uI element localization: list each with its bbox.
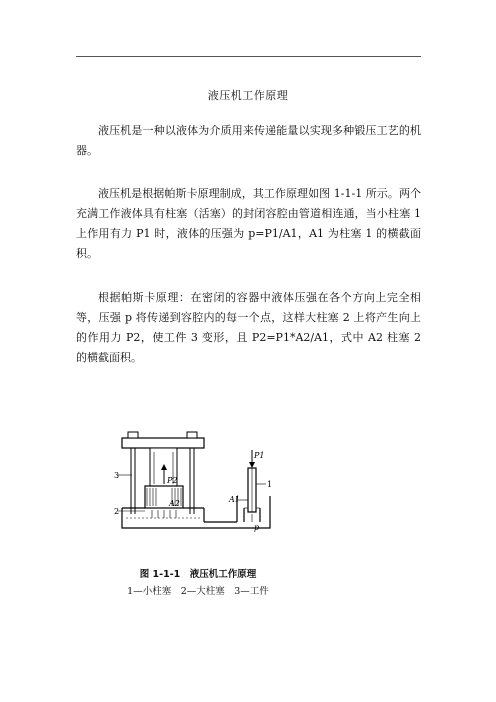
top-crossbeam — [122, 438, 204, 448]
label-p: p — [254, 523, 260, 532]
label-p1: P1 — [254, 451, 265, 460]
label-3: 3 — [114, 471, 120, 480]
paragraph-2: 液压机是根据帕斯卡原理制成，其工作原理如图 1-1-1 所示。两个充满工作液体具有柱塞（活塞）的封闭容腔由管道相连通，当小柱塞 1 上作用有力 P1 时，液体的压强为 p=P1/A1，A1 为柱塞 1 的横截面积。 — [76, 187, 421, 260]
label-a1: A1 — [229, 495, 240, 504]
paragraph-1: 液压机是一种以液体为介质用来传递能量以实现多种锻压工艺的机器。 — [76, 124, 421, 157]
header-rule — [76, 56, 421, 57]
label-p2: P2 — [167, 476, 178, 485]
label-a2: A2 — [169, 499, 180, 508]
paragraph-3: 根据帕斯卡原理：在密闭的容器中液体压强在各个方向上完全相等，压强 p 将传递到容腔内的每一个点，这样大柱塞 2 上将产生向上的作用力 P2，使工件 3 变形，且 P2=P1*A2/A1，式中 A2 柱塞 2 的横截面积。 — [76, 291, 421, 364]
label-1: 1 — [267, 480, 273, 489]
column-nut-left — [128, 432, 138, 438]
figure-caption-legend: 1—小柱塞 2—大柱塞 3—工件 — [127, 586, 269, 597]
figure-caption-title: 图 1-1-1 液压机工作原理 — [139, 569, 257, 580]
label-2: 2 — [114, 507, 120, 516]
hydraulic-press-diagram — [112, 428, 284, 556]
page-title: 液压机工作原理 — [207, 89, 289, 102]
column-nut-right — [187, 432, 197, 438]
